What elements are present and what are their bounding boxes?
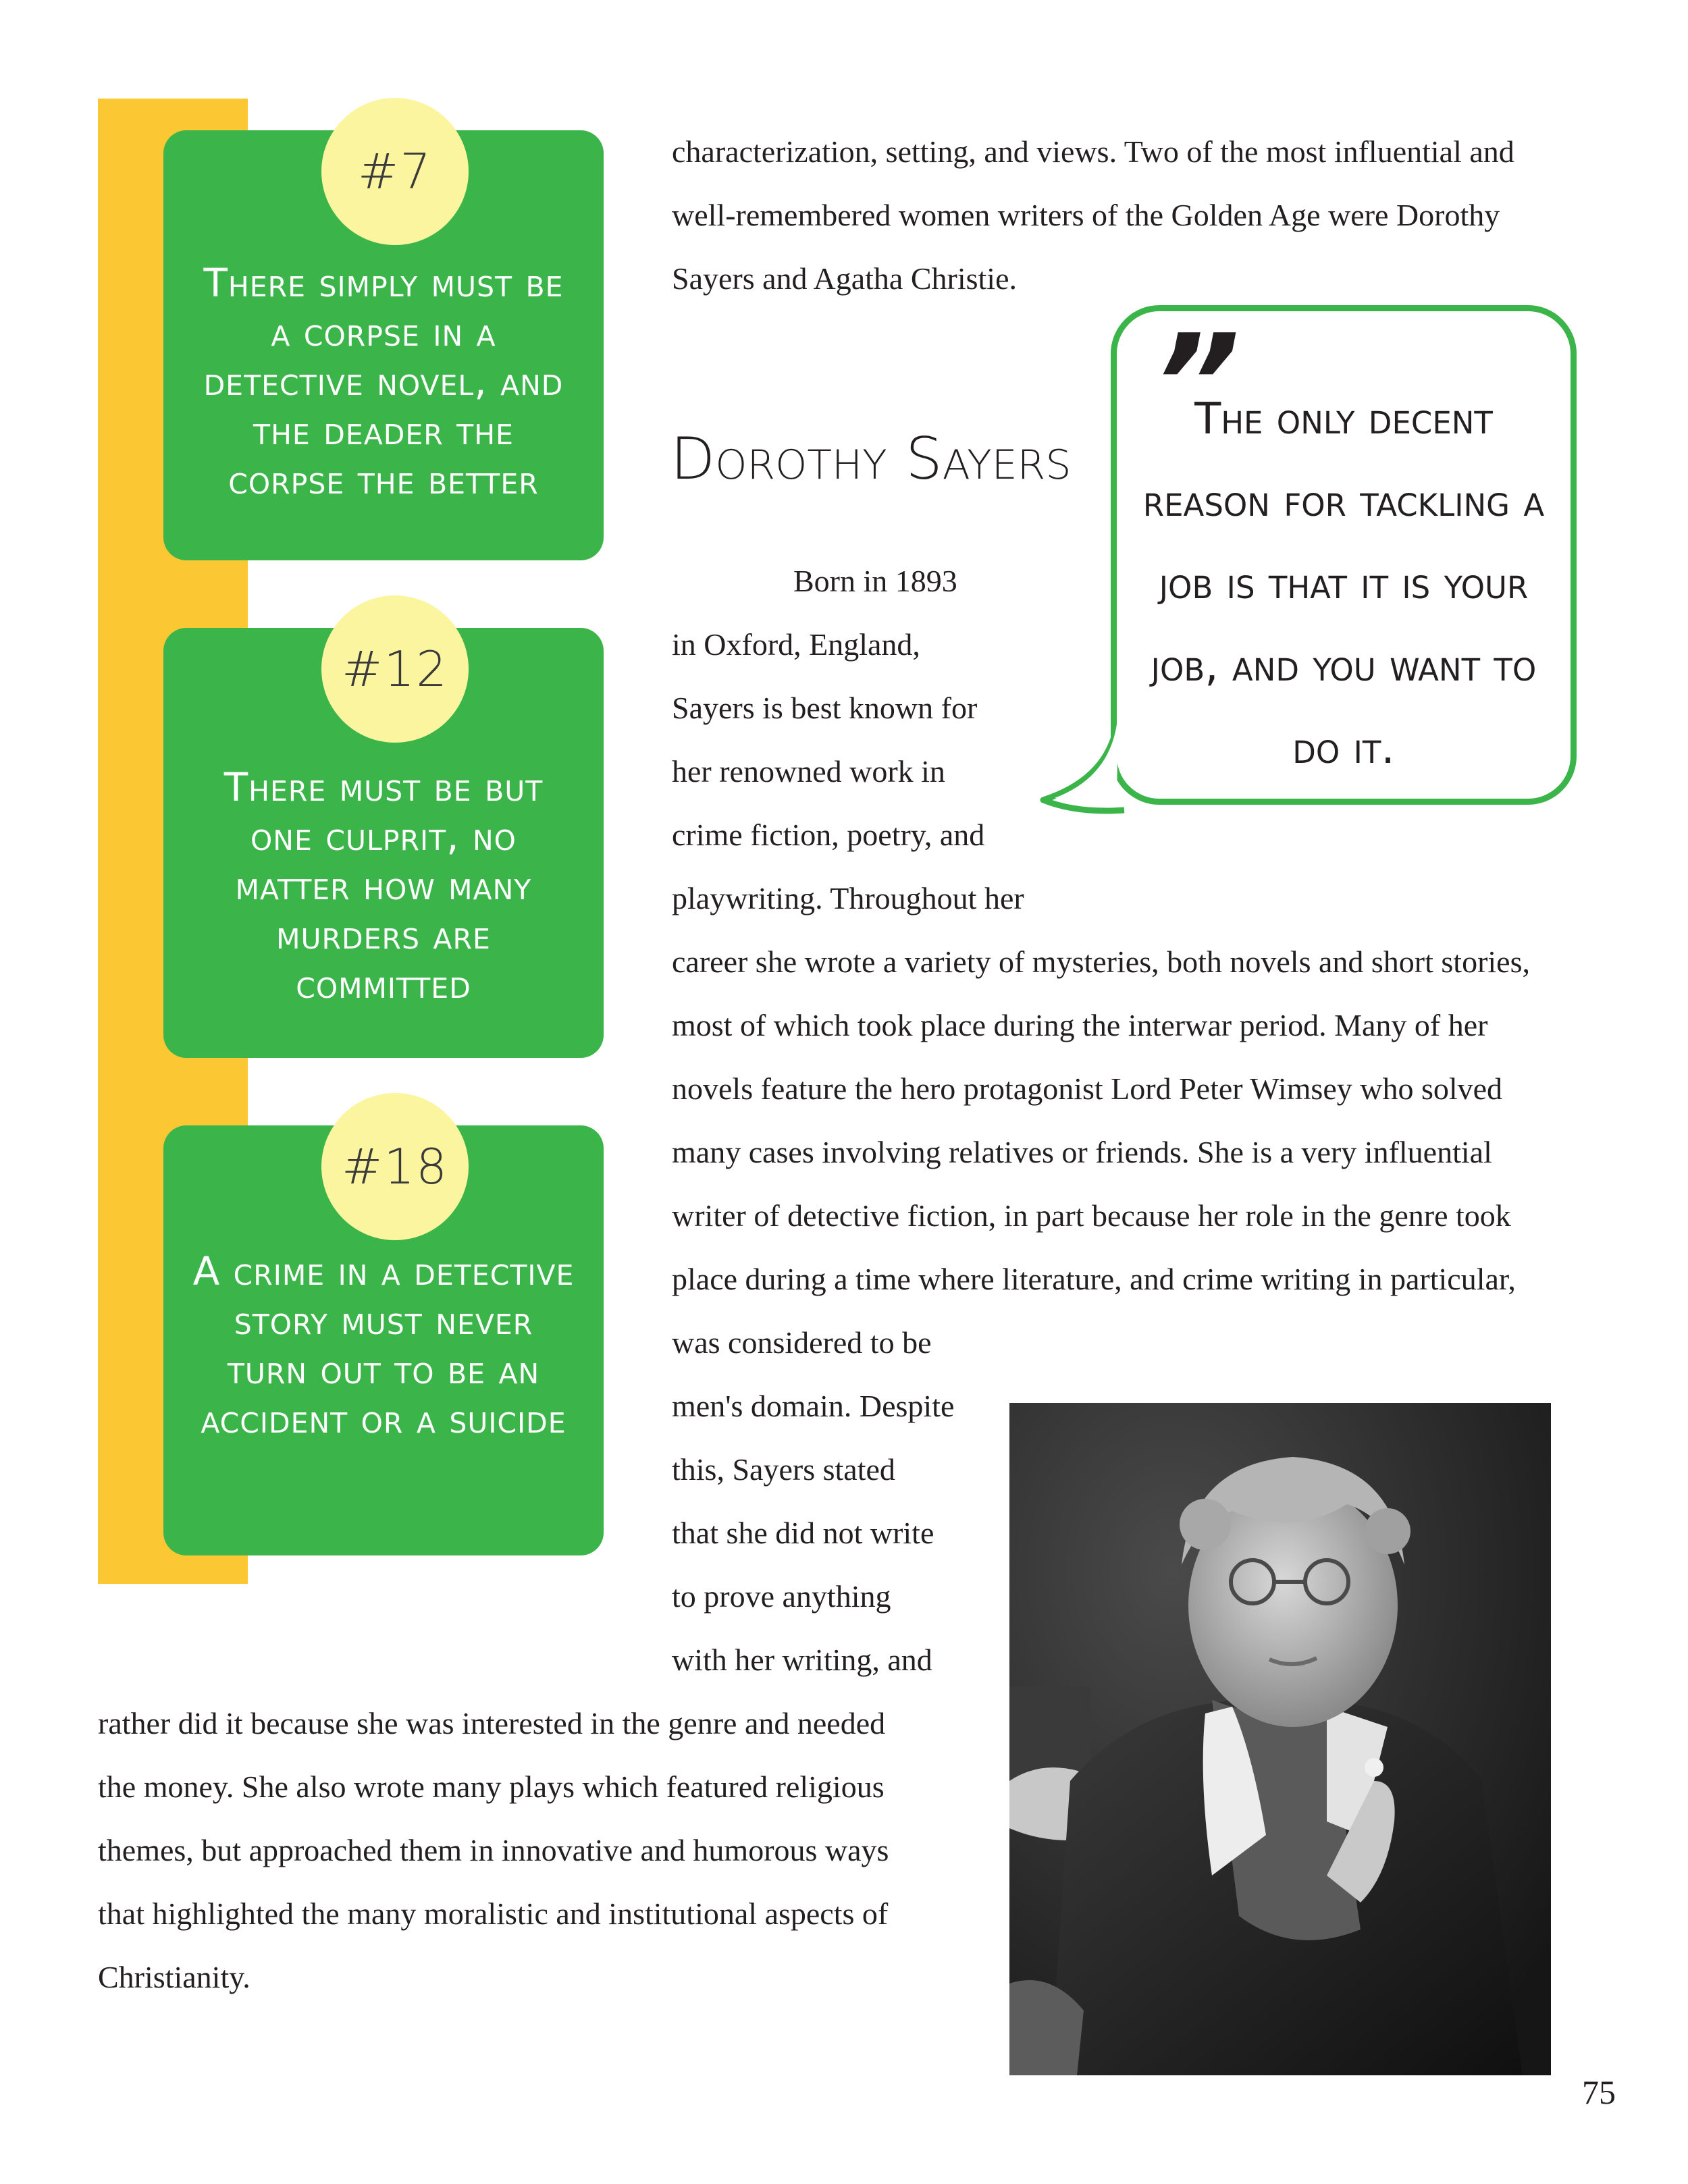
rule-number-badge: #7 [321, 98, 469, 245]
text-line: characterization, setting, and views. Two of the most influential and [672, 134, 1514, 169]
text-line: Born in 1893 [793, 564, 957, 598]
text-line: well-remembered women writers of the Golden Age were Dorothy [672, 198, 1500, 232]
page-number: 75 [1582, 2073, 1616, 2111]
text-line: rather did it because she was interested in the genre and needed [98, 1706, 886, 1740]
text-line: novels feature the hero protagonist Lord Peter Wimsey who solved [672, 1071, 1503, 1106]
text-line: most of which took place during the interwar period. Many of her [672, 1008, 1488, 1042]
text-line: Sayers and Agatha Christie. [672, 261, 1018, 296]
pull-quote-text: The only decent reason for tackling a job is that it is your job, and you want to do it. [1142, 394, 1545, 774]
rule-text: There must be but one culprit, no matter how many murders are committed [223, 764, 544, 1007]
text-line: the money. She also wrote many plays which featured religious [98, 1769, 885, 1804]
text-line: playwriting. Throughout her [672, 881, 1024, 915]
rule-text: A crime in a detective story must never turn out to be an accident or a suicide [192, 1248, 575, 1442]
rule-card-7 [163, 130, 604, 560]
text-line: this, Sayers stated [672, 1452, 895, 1487]
text-line: with her writing, and [672, 1643, 932, 1677]
rule-card-18 [163, 1125, 604, 1555]
text-line: career she wrote a variety of mysteries, both novels and short stories, [672, 944, 1530, 979]
text-line: crime fiction, poetry, and [672, 818, 985, 852]
text-line: place during a time where literature, and crime writing in particular, [672, 1262, 1516, 1296]
portrait-photo [1009, 1403, 1551, 2075]
quote-mark-icon: ” [1153, 306, 1240, 463]
text-line: Christianity. [98, 1960, 250, 1994]
rule-number-badge: #18 [321, 1093, 469, 1240]
section-heading: Dorothy Sayers [670, 425, 1072, 493]
text-line: themes, but approached them in innovative and humorous ways [98, 1833, 889, 1867]
rule-number-badge: #12 [321, 595, 469, 743]
speech-bubble-tail-cover [1045, 708, 1133, 802]
rule-text: There simply must be a corpse in a detective novel, and the deader the corpse the better [203, 260, 564, 503]
text-line: was considered to be [672, 1325, 932, 1360]
text-line: many cases involving relatives or friends. She is a very influential [672, 1135, 1492, 1169]
text-line: that she did not write [672, 1516, 934, 1550]
text-line: to prove anything [672, 1579, 891, 1614]
text-line: men's domain. Despite [672, 1389, 955, 1423]
text-line: writer of detective fiction, in part because her role in the genre took [672, 1198, 1511, 1233]
text-line: Sayers is best known for [672, 691, 978, 725]
text-line: her renowned work in [672, 754, 945, 789]
rule-card-12 [163, 628, 604, 1058]
text-line: that highlighted the many moralistic and institutional aspects of [98, 1896, 889, 1931]
text-line: in Oxford, England, [672, 627, 920, 662]
